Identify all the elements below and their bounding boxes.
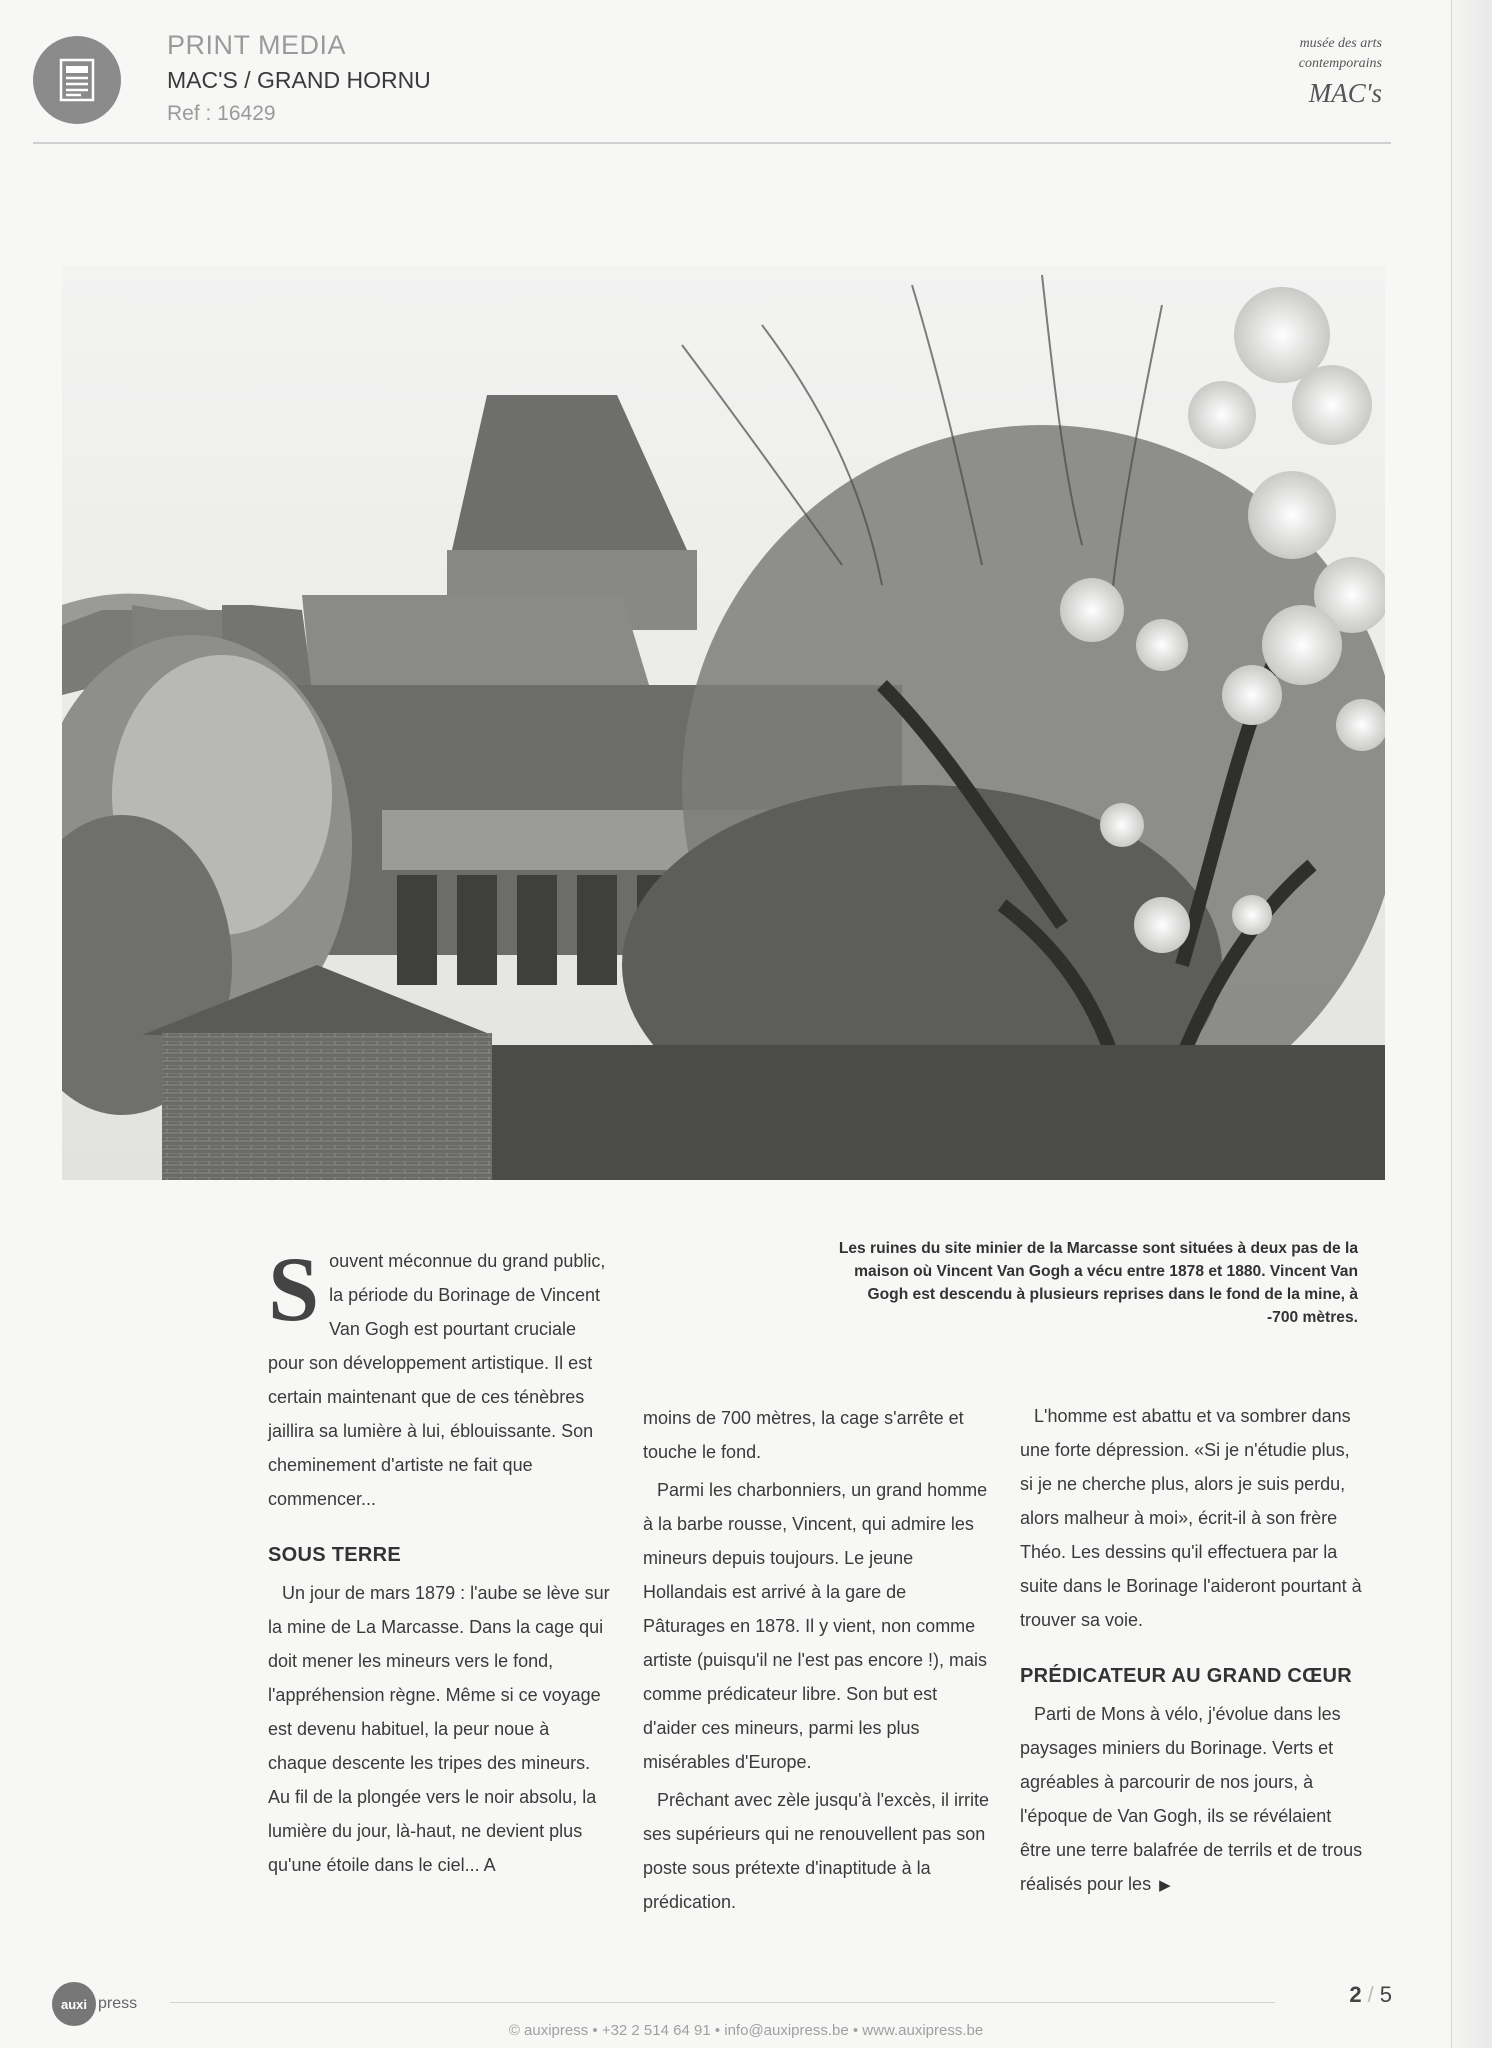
page-indicator bbox=[1349, 1982, 1392, 2008]
drop-cap: S bbox=[268, 1238, 320, 1340]
header-meta bbox=[167, 30, 431, 126]
media-source: MAC'S / GRAND HORNU bbox=[167, 67, 431, 93]
paragraph: L'homme est abattu et va sombrer dans une forte dépression. «Si je n'étudie plus, si je ne cherche plus, alors je suis perdu, alors malheur à moi», écrit-il à son frère Théo. Les dessins qu'il effectuera par la suite dans le Borinage l'aideront pourtant à trouver sa voie. bbox=[1020, 1406, 1362, 1630]
paragraph: Parmi les charbonniers, un grand homme à la barbe rousse, Vincent, qui admire les mineurs depuis toujours. Le jeune Hollandais est arrivé à la gare de Pâturages en 1878. Il y vient, non comme artiste (puisqu'il ne l'est pas encore !), mais comme prédicateur libre. Son but est d'aider ces mineurs, parmi les plus misérables d'Europe. bbox=[643, 1480, 988, 1772]
paragraph: moins de 700 mètres, la cage s'arrête et touche le fond. bbox=[643, 1408, 964, 1462]
article-column-3 bbox=[1020, 1399, 1365, 1907]
photo-caption: Les ruines du site minier de la Marcasse sont situées à deux pas de la maison où Vincent Van Gogh a vécu entre 1878 et 1880. Vincent Van Gogh est descendu à plusieurs reprises dans le fond de la mine, à -700 mètres. bbox=[838, 1240, 1358, 1326]
newspaper-icon bbox=[33, 36, 121, 124]
scan-edge bbox=[1451, 0, 1492, 2048]
page-separator: / bbox=[1367, 1982, 1374, 2007]
section-heading-predicateur: PRÉDICATEUR AU GRAND CŒUR bbox=[1020, 1665, 1352, 1687]
media-category: PRINT MEDIA bbox=[167, 30, 347, 60]
mine-ruins-photo bbox=[62, 265, 1385, 1180]
page-total: 5 bbox=[1379, 1982, 1392, 2007]
article-column-2 bbox=[643, 1401, 991, 1923]
logo-line-3: MAC's bbox=[1308, 78, 1382, 108]
page-current: 2 bbox=[1349, 1982, 1362, 2007]
macs-logo bbox=[1299, 34, 1382, 110]
paragraph: Parti de Mons à vélo, j'évolue dans les paysages miniers du Borinage. Verts et agréables à parcourir de nos jours, à l'époque de Van Gogh, ils se révélaient être une terre balafrée de terrils et de trous réalisés pour les bbox=[1020, 1704, 1363, 1894]
auxipress-logo-mark: auxi bbox=[52, 1982, 96, 2026]
paragraph: Un jour de mars 1879 : l'aube se lève sur la mine de La Marcasse. Dans la cage qui doit mener les mineurs vers le fond, l'appréhension règne. Même si ce voyage est devenu habituel, la peur noue à chaque descente les tripes des mineurs. Au fil de la plongée vers le noir absolu, la lumière du jour, là-haut, ne devient plus qu'une étoile dans le ciel... A bbox=[268, 1583, 610, 1875]
auxipress-logo bbox=[52, 1982, 137, 2026]
logo-line-2: contemporains bbox=[1298, 56, 1382, 71]
auxipress-logo-text: press bbox=[98, 1995, 138, 2012]
logo-line-1: musée des arts bbox=[1299, 36, 1382, 51]
section-heading-sous-terre: SOUS TERRE bbox=[268, 1544, 402, 1566]
media-reference: Ref : 16429 bbox=[167, 102, 276, 125]
article-column-1 bbox=[268, 1238, 610, 1886]
continue-arrow-icon: ▶ bbox=[1159, 1877, 1171, 1894]
header-divider bbox=[33, 142, 1391, 144]
footer-contact: © auxipress • +32 2 514 64 91 • info@auxipress.be • www.auxipress.be bbox=[508, 2022, 984, 2039]
paragraph: Prêchant avec zèle jusqu'à l'excès, il irrite ses supérieurs qui ne renouvellent pas son poste sous prétexte d'inaptitude à la prédication. bbox=[643, 1790, 990, 1912]
lead-paragraph: ouvent méconnue du grand public, la période du Borinage de Vincent Van Gogh est pourtant cruciale pour son développement artistique. Il est certain maintenant que de ces ténèbres jaillira sa lumière à lui, éblouissante. Son cheminement d'artiste ne fait que commencer... bbox=[268, 1251, 606, 1509]
footer-divider bbox=[170, 2002, 1275, 2003]
